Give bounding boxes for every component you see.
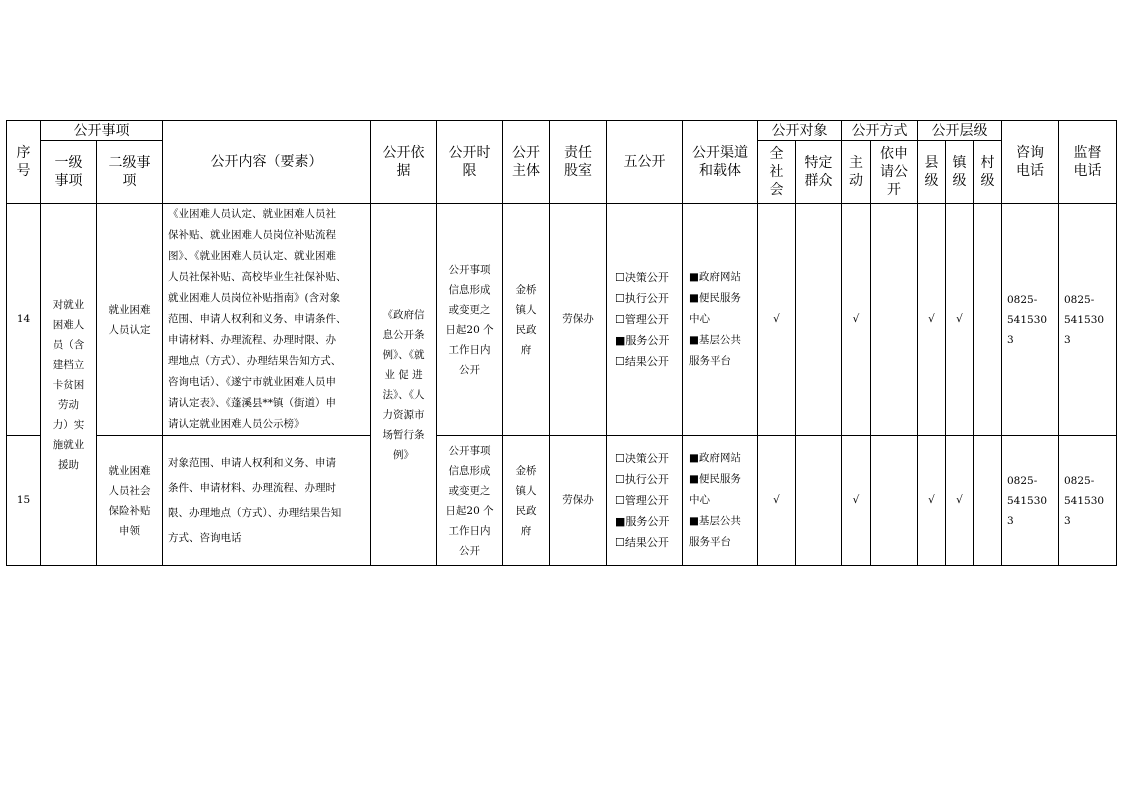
- five-option-result: ☐结果公开: [615, 536, 669, 549]
- header-obj-specific: 特定 群众: [796, 141, 842, 204]
- header-content: 公开内容（要素）: [163, 121, 371, 204]
- header-method-group: 公开方式: [842, 121, 918, 141]
- check-obj-specific: [796, 436, 842, 566]
- responsible-dept: 劳保办: [550, 204, 607, 436]
- row-seq: 15: [7, 436, 41, 566]
- check-lvl-village: [974, 436, 1002, 566]
- header-matter-group: 公开事项: [41, 121, 163, 141]
- table-row: [7, 204, 1117, 436]
- five-option-execution: ☐执行公开: [615, 473, 669, 486]
- header-method-apply: 依申 请公 开: [871, 141, 918, 204]
- channel-line: 中心: [689, 313, 710, 325]
- level2-item: 就业困难 人员认定: [97, 204, 163, 436]
- check-lvl-county: √: [918, 204, 946, 436]
- channel-line: ■政府网站: [689, 271, 741, 283]
- responsible-dept: 劳保办: [550, 436, 607, 566]
- channel-line: ■便民服务: [689, 292, 741, 304]
- channel-line: 服务平台: [689, 355, 731, 367]
- channel-line: ■基层公共: [689, 515, 741, 527]
- check-obj-specific: [796, 204, 842, 436]
- channel-line: 中心: [689, 494, 710, 506]
- five-option-decision: ☐决策公开: [615, 452, 669, 465]
- consult-phone: 0825- 541530 3: [1002, 204, 1059, 436]
- header-dept: 责任 股室: [550, 121, 607, 204]
- check-lvl-town: √: [946, 436, 974, 566]
- header-level2: 二级事 项: [97, 141, 163, 204]
- channel-line: ■政府网站: [689, 452, 741, 464]
- header-lvl-county: 县 级: [918, 141, 946, 204]
- header-supervise-phone: 监督 电话: [1059, 121, 1117, 204]
- five-disclosures: [607, 204, 683, 436]
- disclosure-basis: 《政府信 息公开条 例》、《就 业 促 进 法》、《人 力资源市 场暂行条 例》: [371, 204, 437, 566]
- five-option-service: ■服务公开: [615, 334, 670, 347]
- time-limit: 公开事项 信息形成 或变更之 日起20 个 工作日内 公开: [437, 204, 503, 436]
- check-method-apply: [871, 204, 918, 436]
- header-lvl-village: 村 级: [974, 141, 1002, 204]
- check-method-active: √: [842, 204, 871, 436]
- header-basis: 公开依 据: [371, 121, 437, 204]
- header-object-group: 公开对象: [758, 121, 842, 141]
- consult-phone: 0825- 541530 3: [1002, 436, 1059, 566]
- disclosure-content: 《业困难人员认定、就业困难人员社 保补贴、就业困难人员岗位补贴流程 图》、《就业困难人员认定、就业困难 人员社保补贴、高校毕业生社保补贴、 就业困难人员岗位补贴指南》(含对象 范围、申请人权利和义务、申请条件、 申请材料、办理流程、办理时限、办 理地点（方式）、办理结果告知方式、 咨询电话）、《遂宁市就业困难人员申 请认定表》、《蓬溪县**镇（街道）申 请认定就业困难人员公示榜》: [163, 204, 371, 436]
- check-method-active: √: [842, 436, 871, 566]
- check-obj-all: √: [758, 436, 796, 566]
- supervise-phone: 0825- 541530 3: [1059, 204, 1117, 436]
- check-method-apply: [871, 436, 918, 566]
- header-channel: 公开渠道 和载体: [683, 121, 758, 204]
- five-option-result: ☐结果公开: [615, 355, 669, 368]
- five-option-execution: ☐执行公开: [615, 292, 669, 305]
- header-subject: 公开 主体: [503, 121, 550, 204]
- five-option-decision: ☐决策公开: [615, 271, 669, 284]
- five-disclosures: [607, 436, 683, 566]
- header-consult-phone: 咨询 电话: [1002, 121, 1059, 204]
- channel-line: 服务平台: [689, 536, 731, 548]
- header-lvl-town: 镇 级: [946, 141, 974, 204]
- header-seq: 序 号: [7, 121, 41, 204]
- channel-line: ■基层公共: [689, 334, 741, 346]
- five-option-management: ☐管理公开: [615, 494, 669, 507]
- level2-item: 就业困难 人员社会 保险补贴 申领: [97, 436, 163, 566]
- check-lvl-village: [974, 204, 1002, 436]
- disclosure-subject: 金桥 镇人 民政 府: [503, 436, 550, 566]
- disclosure-channels: [683, 204, 758, 436]
- disclosure-table: [6, 120, 1117, 566]
- header-method-active: 主 动: [842, 141, 871, 204]
- check-lvl-county: √: [918, 436, 946, 566]
- channel-line: ■便民服务: [689, 473, 741, 485]
- disclosure-subject: 金桥 镇人 民政 府: [503, 204, 550, 436]
- level1-item: 对就业 困难人 员（含 建档立 卡贫困 劳动 力）实 施就业 援助: [41, 204, 97, 566]
- header-row-1: [7, 121, 1117, 141]
- header-obj-all: 全 社 会: [758, 141, 796, 204]
- disclosure-content: 对象范围、申请人权利和义务、申请 条件、申请材料、办理流程、办理时 限、办理地点（方式）、办理结果告知 方式、咨询电话: [163, 436, 371, 566]
- header-five: 五公开: [607, 121, 683, 204]
- header-level-group: 公开层级: [918, 121, 1002, 141]
- table-row: [7, 436, 1117, 566]
- disclosure-channels: [683, 436, 758, 566]
- check-lvl-town: √: [946, 204, 974, 436]
- header-time-limit: 公开时 限: [437, 121, 503, 204]
- check-obj-all: √: [758, 204, 796, 436]
- supervise-phone: 0825- 541530 3: [1059, 436, 1117, 566]
- header-level1: 一级 事项: [41, 141, 97, 204]
- row-seq: 14: [7, 204, 41, 436]
- five-option-management: ☐管理公开: [615, 313, 669, 326]
- time-limit: 公开事项 信息形成 或变更之 日起20 个 工作日内 公开: [437, 436, 503, 566]
- five-option-service: ■服务公开: [615, 515, 670, 528]
